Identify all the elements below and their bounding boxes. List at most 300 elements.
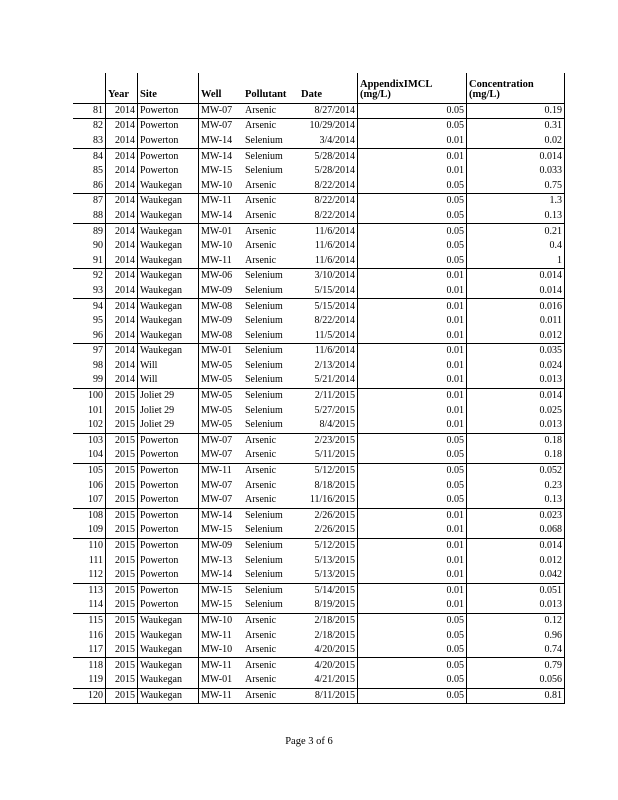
concentration-cell: 1: [467, 253, 565, 268]
well-cell: MW-01: [199, 224, 244, 239]
row-number-cell: 104: [88, 449, 103, 461]
row-number-cell: 102: [88, 419, 103, 431]
date-cell: 8/4/2015: [299, 418, 358, 433]
mcl-cell: 0.05: [358, 688, 467, 704]
year-cell: 2014: [106, 134, 138, 149]
mcl-cell: 0.01: [358, 373, 467, 388]
table-row: [73, 314, 565, 329]
well-cell: MW-06: [199, 269, 244, 284]
mcl-cell: 0.05: [358, 209, 467, 224]
well-cell: MW-14: [199, 149, 244, 164]
concentration-cell: 0.013: [467, 373, 565, 388]
mcl-cell: 0.05: [358, 478, 467, 493]
mcl-cell: 0.05: [358, 643, 467, 658]
site-cell: Waukegan: [138, 688, 199, 704]
date-cell: 5/27/2015: [299, 403, 358, 418]
site-cell: Waukegan: [138, 224, 199, 239]
well-cell: MW-10: [199, 613, 244, 628]
site-cell: Powerton: [138, 478, 199, 493]
header-concentration: Concentration (mg/L): [467, 73, 565, 103]
table-row: [73, 269, 565, 284]
row-number-cell: 100: [73, 388, 106, 403]
mcl-cell: 0.01: [358, 598, 467, 613]
year-cell: 2014: [106, 178, 138, 193]
year-cell: 2014: [106, 119, 138, 134]
site-cell: Waukegan: [138, 628, 199, 643]
header-row: [73, 73, 565, 103]
well-cell: MW-09: [199, 538, 244, 553]
well-cell: MW-07: [199, 119, 244, 134]
table-row: [73, 403, 565, 418]
pollutant-cell: Arsenic: [245, 209, 277, 221]
header-row-number: [73, 73, 106, 103]
pollutant-cell: Arsenic: [245, 179, 277, 191]
mcl-cell: 0.01: [358, 299, 467, 314]
page-number: Page 3 of 6: [285, 736, 333, 747]
year-cell: 2015: [106, 553, 138, 568]
pollutant-cell: Selenium: [245, 315, 283, 327]
well-cell: MW-11: [201, 629, 232, 641]
year-cell: 2014: [106, 359, 138, 374]
table-body: [73, 103, 565, 704]
site-cell: Powerton: [138, 433, 199, 448]
well-cell: MW-09: [201, 284, 233, 296]
table-row: [73, 598, 565, 613]
mcl-cell: 0.01: [358, 284, 467, 299]
concentration-cell: 0.014: [467, 269, 565, 284]
row-number-cell: 83: [93, 134, 103, 146]
header-site: Site: [138, 73, 199, 103]
well-cell: MW-01: [201, 674, 233, 686]
well-cell: MW-07: [199, 433, 244, 448]
concentration-cell: 0.012: [467, 328, 565, 343]
date-cell: 11/16/2015: [299, 493, 358, 508]
date-cell: 3/10/2014: [299, 269, 358, 284]
concentration-cell: 0.12: [467, 613, 565, 628]
year-cell: 2015: [106, 643, 138, 658]
table-row: [73, 164, 565, 179]
well-cell: MW-08: [199, 299, 244, 314]
date-cell: 5/28/2014: [299, 164, 358, 179]
concentration-cell: 0.013: [467, 598, 565, 613]
row-number-cell: 115: [73, 613, 106, 628]
pollutant-cell: Arsenic: [243, 103, 299, 119]
pollutant-cell: Selenium: [245, 374, 283, 386]
site-cell: Powerton: [138, 583, 199, 598]
date-cell: 2/26/2015: [299, 523, 358, 538]
site-cell: Powerton: [138, 103, 199, 119]
row-number-cell: 120: [73, 688, 106, 704]
well-cell: MW-05: [201, 404, 233, 416]
date-cell: 5/21/2014: [299, 373, 358, 388]
header-pollutant: Pollutant: [245, 89, 287, 100]
pollutant-cell: Selenium: [243, 583, 299, 598]
mcl-cell: 0.05: [358, 239, 467, 254]
table-row: [73, 583, 565, 598]
mcl-cell: 0.01: [358, 134, 467, 149]
site-cell: Waukegan: [138, 299, 199, 314]
table-row: [73, 643, 565, 658]
well-cell: MW-13: [201, 554, 233, 566]
year-cell: 2015: [106, 538, 138, 553]
row-number-cell: 92: [73, 269, 106, 284]
concentration-cell: 0.052: [467, 463, 565, 478]
year-cell: 2015: [106, 463, 138, 478]
well-cell: MW-05: [199, 388, 244, 403]
well-cell: MW-11: [201, 254, 232, 266]
pollutant-cell: Arsenic: [245, 479, 277, 491]
mcl-cell: 0.01: [358, 344, 467, 359]
date-cell: 4/21/2015: [299, 673, 358, 688]
year-cell: 2015: [106, 403, 138, 418]
row-number-cell: 96: [93, 329, 103, 341]
date-cell: 8/22/2014: [299, 178, 358, 193]
site-cell: Powerton: [138, 149, 199, 164]
year-cell: 2014: [106, 284, 138, 299]
mcl-cell: 0.01: [358, 553, 467, 568]
year-cell: 2015: [106, 583, 138, 598]
pollutant-cell: Selenium: [245, 524, 283, 536]
year-cell: 2014: [106, 149, 138, 164]
table-row: [73, 613, 565, 628]
concentration-cell: 0.18: [467, 448, 565, 463]
mcl-cell: 0.01: [358, 508, 467, 523]
year-cell: 2015: [106, 508, 138, 523]
date-cell: 2/13/2014: [299, 359, 358, 374]
well-cell: MW-01: [199, 344, 244, 359]
pollutant-cell: Arsenic: [243, 658, 299, 673]
mcl-cell: 0.01: [358, 538, 467, 553]
table-row: [73, 418, 565, 433]
pollutant-cell: Selenium: [243, 269, 299, 284]
table-row: [73, 493, 565, 508]
pollutant-cell: Selenium: [245, 554, 283, 566]
concentration-cell: 0.96: [467, 628, 565, 643]
year-cell: 2014: [106, 344, 138, 359]
date-cell: 5/15/2014: [299, 284, 358, 299]
row-number-cell: 103: [73, 433, 106, 448]
row-number-cell: 107: [88, 494, 103, 506]
date-cell: 8/11/2015: [299, 688, 358, 704]
year-cell: 2015: [106, 523, 138, 538]
date-cell: 5/13/2015: [299, 568, 358, 583]
table-row: [73, 508, 565, 523]
date-cell: 11/6/2014: [299, 239, 358, 254]
table-row: [73, 299, 565, 314]
concentration-cell: 0.13: [467, 493, 565, 508]
date-cell: 8/22/2014: [299, 209, 358, 224]
concentration-cell: 0.051: [467, 583, 565, 598]
header-well: Well: [201, 89, 222, 100]
table-row: [73, 134, 565, 149]
concentration-cell: 0.81: [467, 688, 565, 704]
pollutant-cell: Arsenic: [243, 194, 299, 209]
pollutant-cell: Arsenic: [243, 433, 299, 448]
site-cell: Waukegan: [138, 344, 199, 359]
pollutant-cell: Selenium: [245, 569, 283, 581]
row-number-cell: 81: [73, 103, 106, 119]
well-cell: MW-14: [201, 569, 233, 581]
mcl-cell: 0.01: [358, 403, 467, 418]
well-cell: MW-11: [199, 658, 244, 673]
year-cell: 2015: [106, 613, 138, 628]
pollutant-cell: Selenium: [245, 419, 283, 431]
table-row: [73, 523, 565, 538]
site-cell: Waukegan: [138, 178, 199, 193]
table-row: [73, 478, 565, 493]
well-cell: MW-15: [201, 165, 233, 177]
row-number-cell: 105: [73, 463, 106, 478]
year-cell: 2015: [106, 658, 138, 673]
concentration-cell: 0.023: [467, 508, 565, 523]
mcl-cell: 0.01: [358, 583, 467, 598]
well-cell: MW-10: [201, 240, 233, 252]
pollutant-cell: Selenium: [243, 299, 299, 314]
row-number-cell: 106: [88, 479, 103, 491]
mcl-cell: 0.05: [358, 194, 467, 209]
date-cell: 8/27/2014: [299, 103, 358, 119]
well-cell: MW-10: [201, 644, 233, 656]
mcl-cell: 0.05: [358, 463, 467, 478]
site-cell: Powerton: [138, 493, 199, 508]
concentration-cell: 0.011: [467, 314, 565, 329]
pollutant-cell: Selenium: [243, 508, 299, 523]
year-cell: 2014: [106, 224, 138, 239]
table-row: [73, 284, 565, 299]
well-cell: MW-05: [201, 374, 233, 386]
date-cell: 5/28/2014: [299, 149, 358, 164]
date-cell: 5/12/2015: [299, 538, 358, 553]
year-cell: 2015: [106, 433, 138, 448]
well-cell: MW-05: [201, 419, 233, 431]
mcl-cell: 0.05: [358, 103, 467, 119]
mcl-cell: 0.05: [358, 224, 467, 239]
concentration-cell: 0.033: [467, 164, 565, 179]
well-cell: MW-14: [201, 134, 233, 146]
well-cell: MW-14: [201, 209, 233, 221]
pollutant-cell: Selenium: [243, 388, 299, 403]
concentration-cell: 0.23: [467, 478, 565, 493]
year-cell: 2014: [106, 103, 138, 119]
pollutant-cell: Selenium: [245, 284, 283, 296]
well-cell: MW-09: [201, 315, 233, 327]
table-row: [73, 433, 565, 448]
well-cell: MW-15: [201, 599, 233, 611]
concentration-cell: 0.19: [467, 103, 565, 119]
date-cell: 2/26/2015: [299, 508, 358, 523]
site-cell: Powerton: [138, 119, 199, 134]
data-table: [73, 73, 565, 704]
site-cell: Waukegan: [138, 613, 199, 628]
header-mcl: AppendixIMCL (mg/L): [358, 73, 467, 103]
pollutant-cell: Arsenic: [243, 688, 299, 704]
pollutant-cell: Selenium: [245, 329, 283, 341]
well-cell: MW-10: [201, 179, 233, 191]
concentration-cell: 0.025: [467, 403, 565, 418]
mcl-cell: 0.01: [358, 388, 467, 403]
well-cell: MW-11: [199, 194, 244, 209]
table-row: [73, 359, 565, 374]
year-cell: 2015: [106, 598, 138, 613]
row-number-cell: 94: [73, 299, 106, 314]
year-cell: 2014: [106, 299, 138, 314]
concentration-cell: 0.31: [467, 119, 565, 134]
year-cell: 2015: [106, 568, 138, 583]
row-number-cell: 86: [93, 179, 103, 191]
table-row: [73, 688, 565, 704]
row-number-cell: 99: [93, 374, 103, 386]
pollutant-cell: Selenium: [245, 165, 283, 177]
date-cell: 2/18/2015: [299, 613, 358, 628]
mcl-cell: 0.05: [358, 658, 467, 673]
pollutant-cell: Arsenic: [245, 674, 277, 686]
site-cell: Joliet 29: [138, 403, 199, 418]
row-number-cell: 89: [73, 224, 106, 239]
mcl-cell: 0.01: [358, 164, 467, 179]
table-row: [73, 239, 565, 254]
row-number-cell: 95: [93, 315, 103, 327]
mcl-cell: 0.05: [358, 628, 467, 643]
table-row: [73, 224, 565, 239]
table-header: [73, 73, 565, 103]
concentration-cell: 1.3: [467, 194, 565, 209]
table-row: [73, 658, 565, 673]
row-number-cell: 119: [88, 674, 103, 686]
mcl-cell: 0.01: [358, 149, 467, 164]
site-cell: Powerton: [138, 568, 199, 583]
row-number-cell: 110: [73, 538, 106, 553]
pollutant-cell: Arsenic: [245, 240, 277, 252]
concentration-cell: 0.4: [467, 239, 565, 254]
pollutant-cell: Arsenic: [243, 119, 299, 134]
mcl-cell: 0.01: [358, 269, 467, 284]
table-row: [73, 119, 565, 134]
site-cell: Powerton: [138, 553, 199, 568]
mcl-cell: 0.01: [358, 314, 467, 329]
year-cell: 2014: [106, 328, 138, 343]
well-cell: MW-05: [201, 359, 233, 371]
concentration-cell: 0.74: [467, 643, 565, 658]
year-cell: 2015: [106, 673, 138, 688]
year-cell: 2014: [106, 239, 138, 254]
pollutant-cell: Arsenic: [245, 254, 277, 266]
site-cell: Waukegan: [138, 253, 199, 268]
table-row: [73, 328, 565, 343]
site-cell: Waukegan: [138, 658, 199, 673]
mcl-cell: 0.05: [358, 178, 467, 193]
year-cell: 2014: [106, 253, 138, 268]
row-number-cell: 111: [88, 554, 103, 566]
concentration-cell: 0.014: [467, 284, 565, 299]
date-cell: 11/6/2014: [299, 224, 358, 239]
concentration-cell: 0.02: [467, 134, 565, 149]
table-row: [73, 568, 565, 583]
concentration-cell: 0.068: [467, 523, 565, 538]
table-row: [73, 194, 565, 209]
pollutant-cell: Arsenic: [243, 463, 299, 478]
concentration-cell: 0.035: [467, 344, 565, 359]
table-row: [73, 209, 565, 224]
date-cell: 2/18/2015: [299, 628, 358, 643]
site-cell: Waukegan: [138, 284, 199, 299]
concentration-cell: 0.016: [467, 299, 565, 314]
date-cell: 2/11/2015: [299, 388, 358, 403]
site-cell: Waukegan: [138, 328, 199, 343]
pollutant-cell: Selenium: [245, 134, 283, 146]
date-cell: 11/6/2014: [299, 253, 358, 268]
table-row: [73, 448, 565, 463]
row-number-cell: 112: [88, 569, 103, 581]
date-cell: 2/23/2015: [299, 433, 358, 448]
site-cell: Joliet 29: [138, 388, 199, 403]
year-cell: 2015: [106, 493, 138, 508]
site-cell: Waukegan: [138, 209, 199, 224]
date-cell: 5/15/2014: [299, 299, 358, 314]
mcl-cell: 0.01: [358, 418, 467, 433]
concentration-cell: 0.21: [467, 224, 565, 239]
row-number-cell: 108: [73, 508, 106, 523]
row-number-cell: 97: [73, 344, 106, 359]
year-cell: 2014: [106, 164, 138, 179]
pollutant-cell: Arsenic: [245, 629, 277, 641]
table-row: [73, 373, 565, 388]
mcl-cell: 0.05: [358, 673, 467, 688]
site-cell: Waukegan: [138, 239, 199, 254]
row-number-cell: 114: [88, 599, 103, 611]
pollutant-cell: Selenium: [245, 599, 283, 611]
table-row: [73, 388, 565, 403]
site-cell: Powerton: [138, 523, 199, 538]
site-cell: Powerton: [138, 448, 199, 463]
row-number-cell: 116: [88, 629, 103, 641]
mcl-cell: 0.05: [358, 613, 467, 628]
row-number-cell: 87: [73, 194, 106, 209]
year-cell: 2015: [106, 628, 138, 643]
pollutant-cell: Selenium: [243, 538, 299, 553]
pollutant-cell: Selenium: [245, 359, 283, 371]
pollutant-cell: Arsenic: [245, 644, 277, 656]
header-year: Year: [106, 73, 138, 103]
concentration-cell: 0.014: [467, 538, 565, 553]
concentration-cell: 0.042: [467, 568, 565, 583]
concentration-cell: 0.014: [467, 149, 565, 164]
row-number-cell: 88: [93, 209, 103, 221]
concentration-cell: 0.012: [467, 553, 565, 568]
table-row: [73, 253, 565, 268]
mcl-cell: 0.05: [358, 433, 467, 448]
table-row: [73, 103, 565, 119]
mcl-cell: 0.05: [358, 448, 467, 463]
site-cell: Powerton: [138, 463, 199, 478]
mcl-cell: 0.05: [358, 253, 467, 268]
year-cell: 2015: [106, 388, 138, 403]
row-number-cell: 109: [88, 524, 103, 536]
year-cell: 2014: [106, 314, 138, 329]
year-cell: 2015: [106, 478, 138, 493]
date-cell: 3/4/2014: [299, 134, 358, 149]
mcl-cell: 0.01: [358, 568, 467, 583]
table-row: [73, 344, 565, 359]
well-cell: MW-07: [201, 479, 233, 491]
site-cell: Will: [138, 359, 199, 374]
date-cell: 5/11/2015: [299, 448, 358, 463]
concentration-cell: 0.014: [467, 388, 565, 403]
well-cell: MW-15: [201, 524, 233, 536]
mcl-cell: 0.05: [358, 493, 467, 508]
year-cell: 2014: [106, 373, 138, 388]
mcl-cell: 0.01: [358, 359, 467, 374]
well-cell: MW-07: [201, 449, 233, 461]
